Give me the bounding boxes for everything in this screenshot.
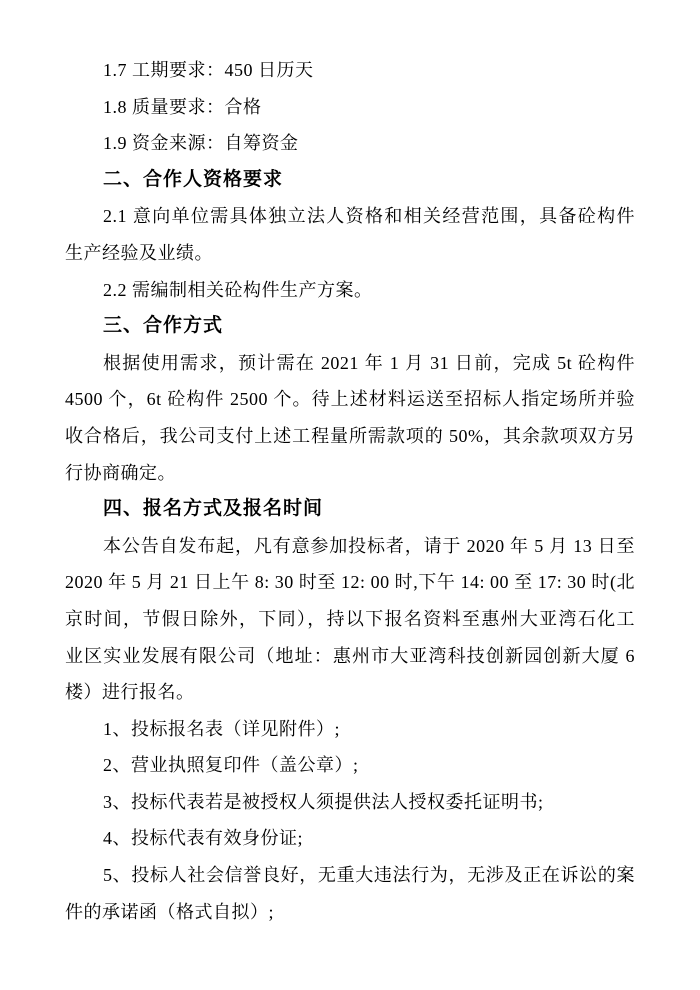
section-heading: 三、合作方式 <box>103 315 224 337</box>
text-line: 楼）进行报名。 <box>65 682 195 703</box>
text-line: 2.1 意向单位需具体独立法人资格和相关经营范围，具备砼构件 <box>103 206 635 227</box>
text-line: 4500 个，6t 砼构件 2500 个。待上述材料运送至招标人指定场所并验 <box>65 389 635 410</box>
document-body <box>65 52 635 930</box>
text-line: 2020 年 5 月 21 日上午 8: 30 时至 12: 00 时,下午 14: 00 至 17: 30 时(北 <box>65 572 635 593</box>
text-line: 京时间，节假日除外，下同），持以下报名资料至惠州大亚湾石化工 <box>65 608 635 629</box>
text-line: 1.7 工期要求：450 日历天 <box>103 60 314 80</box>
text-line: 1.8 质量要求：合格 <box>103 96 262 117</box>
text-line: 件的承诺函（格式自拟）; <box>65 901 274 922</box>
text-line: 2、营业执照复印件（盖公章）; <box>103 755 359 776</box>
section-heading: 四、报名方式及报名时间 <box>103 498 324 520</box>
text-line: 本公告自发布起，凡有意参加投标者，请于 2020 年 5 月 13 日至 <box>103 535 635 556</box>
text-line: 2.2 需编制相关砼构件生产方案。 <box>103 279 373 300</box>
text-line: 根据使用需求，预计需在 2021 年 1 月 31 日前，完成 5t 砼构件 <box>103 352 635 373</box>
text-line: 行协商确定。 <box>65 462 176 483</box>
text-line: 生产经验及业绩。 <box>65 242 213 263</box>
text-line: 5、投标人社会信誉良好，无重大违法行为，无涉及正在诉讼的案 <box>103 865 635 886</box>
text-line: 1.9 资金来源：自筹资金 <box>103 133 299 154</box>
text-line: 业区实业发展有限公司（地址：惠州市大亚湾科技创新园创新大厦 6 <box>65 645 635 666</box>
text-line: 4、投标代表有效身份证; <box>103 828 303 849</box>
text-line: 1、投标报名表（详见附件）; <box>103 718 340 739</box>
text-line: 收合格后，我公司支付上述工程量所需款项的 50%，其余款项双方另 <box>65 425 635 446</box>
text-line: 3、投标代表若是被授权人须提供法人授权委托证明书; <box>103 791 544 812</box>
section-heading: 二、合作人资格要求 <box>103 168 284 190</box>
